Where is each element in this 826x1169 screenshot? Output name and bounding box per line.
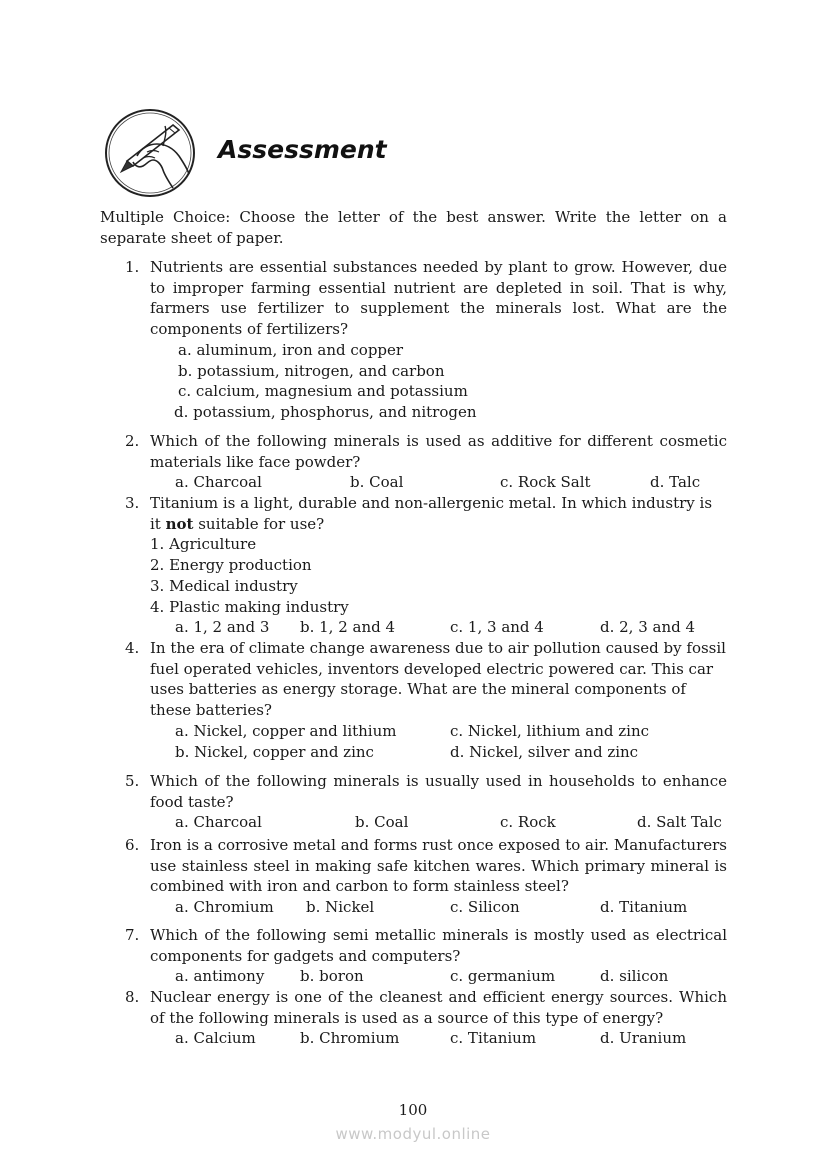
emphasis-not: not [165, 514, 194, 533]
page-title: Assessment [218, 135, 387, 164]
option-b: b. potassium, nitrogen, and carbon [178, 361, 445, 380]
instructions: Multiple Choice: Choose the letter of the best answer. Write the letter on a separate sheet of paper. [100, 208, 727, 247]
options-row [125, 812, 727, 833]
options-row [125, 617, 727, 638]
question-1 [125, 257, 727, 423]
question-number: 2. [125, 432, 140, 450]
option-b: b. Coal [350, 473, 404, 492]
option-c: c. Titanium [450, 1029, 537, 1048]
option-b: b. Nickel, copper and zinc [175, 742, 374, 761]
question-5 [125, 771, 727, 833]
option-b: b. Chromium [300, 1029, 400, 1048]
option-d: d. Uranium [600, 1029, 687, 1048]
question-number: 4. [125, 639, 140, 657]
option-a: a. Chromium [175, 898, 274, 917]
question-stem: In the era of climate change awareness due to air pollution caused by fossil fuel operated vehicles, inventors developed electric powered car. This car uses batteries as energy storage. What are the mineral components of these batteries? [150, 639, 726, 720]
question-number: 6. [125, 836, 140, 854]
option-c: c. Nickel, lithium and zinc [450, 721, 650, 740]
option-d: d. Talc [650, 473, 701, 492]
option-d: d. potassium, phosphorus, and nitrogen [174, 402, 477, 421]
list-item: 2. Energy production [150, 556, 312, 575]
option-a: a. antimony [175, 967, 265, 986]
question-number: 1. [125, 258, 140, 276]
option-c: c. Silicon [450, 898, 520, 917]
option-a: a. 1, 2 and 3 [175, 618, 270, 637]
option-d: d. Titanium [600, 898, 688, 917]
option-d: d. 2, 3 and 4 [600, 618, 696, 637]
question-number: 5. [125, 772, 140, 790]
option-c: c. 1, 3 and 4 [450, 618, 544, 637]
question-stem: Which of the following minerals is used as additive for different cosmetic materials like face powder? [150, 432, 727, 471]
list-item: 1. Agriculture [150, 535, 257, 554]
options-row [125, 721, 727, 742]
question-7 [125, 925, 727, 987]
question-number: 3. [125, 494, 140, 512]
options-row [125, 1028, 727, 1049]
question-stem: Which of the following semi metallic minerals is mostly used as electrical components for gadgets and computers? [150, 926, 727, 965]
option-c: c. calcium, magnesium and potassium [178, 382, 468, 401]
question-6 [125, 835, 727, 918]
options-row [125, 742, 727, 763]
question-number: 8. [125, 988, 140, 1006]
option-d: d. silicon [600, 967, 669, 986]
option-a: a. aluminum, iron and copper [178, 340, 404, 359]
question-stem: Titanium is a light, durable and non-allergenic metal. In which industry is it not suitable for use? [150, 494, 713, 533]
option-c: c. germanium [450, 967, 556, 986]
question-2 [125, 431, 727, 493]
watermark: www.modyul.online [335, 1125, 491, 1143]
option-b: b. boron [300, 967, 364, 986]
option-d: d. Nickel, silver and zinc [450, 742, 639, 761]
option-a: a. Charcoal [175, 813, 262, 832]
question-stem: Nuclear energy is one of the cleanest and efficient energy sources. Which of the following minerals is used as a source of this type of energy? [150, 988, 727, 1027]
option-c: c. Rock [500, 813, 556, 832]
question-stem: Which of the following minerals is usually used in households to enhance food taste? [150, 772, 727, 811]
question-3 [125, 493, 727, 638]
options-row [125, 472, 727, 493]
list-item: 3. Medical industry [150, 576, 298, 595]
question-stem: Iron is a corrosive metal and forms rust once exposed to air. Manufacturers use stainless steel in making safe kitchen wares. Which primary mineral is combined with iron and carbon to form stainless steel? [150, 836, 727, 896]
option-d: d. Salt Talc [637, 813, 722, 832]
option-a: a. Calcium [175, 1029, 256, 1048]
option-c: c. Rock Salt [500, 473, 591, 492]
question-8 [125, 987, 727, 1049]
option-b: b. Nickel [306, 898, 375, 917]
question-number: 7. [125, 926, 140, 944]
option-a: a. Charcoal [175, 473, 262, 492]
hand-writing-icon [103, 108, 199, 198]
option-a: a. Nickel, copper and lithium [175, 721, 397, 740]
options-row [125, 966, 727, 987]
question-stem: Nutrients are essential substances needed by plant to grow. However, due to improper farming essential nutrient are depleted in soil. That is why, farmers use fertilizer to supplement the minerals lost. What are the components of fertilizers? [150, 258, 727, 339]
list-item: 4. Plastic making industry [150, 597, 349, 616]
options-row [125, 897, 727, 918]
page-number: 100 [398, 1101, 428, 1119]
question-4 [125, 638, 727, 762]
option-b: b. Coal [355, 813, 409, 832]
option-b: b. 1, 2 and 4 [300, 618, 396, 637]
